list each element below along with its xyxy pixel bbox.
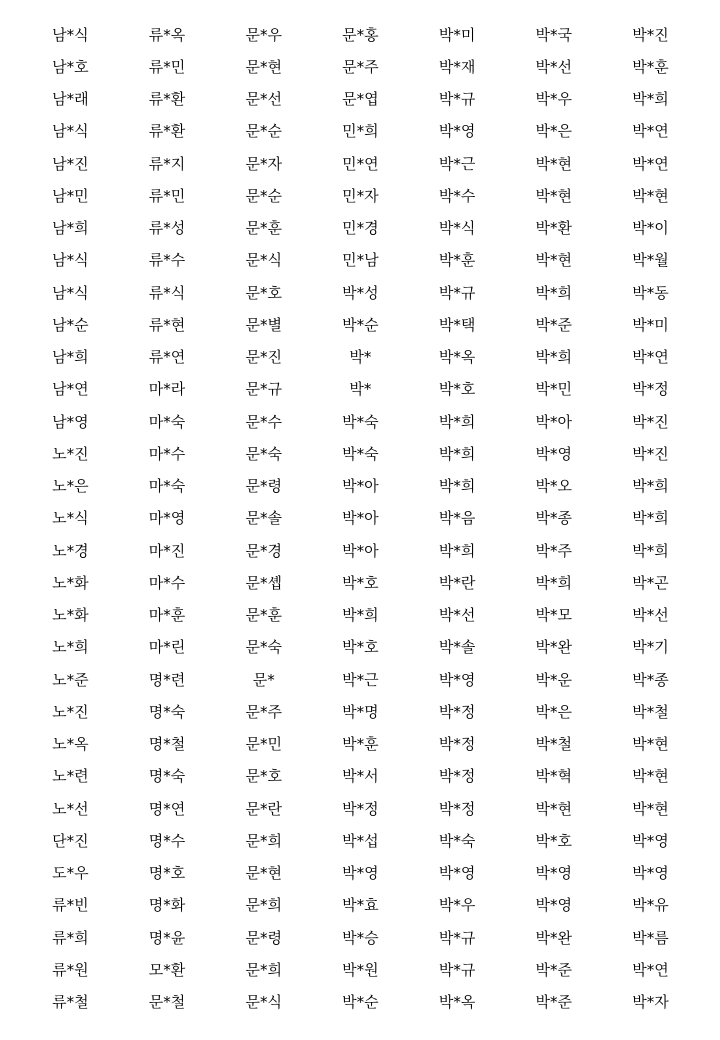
name-entry: 박*모 (535, 606, 573, 625)
name-entry: 명*철 (148, 735, 186, 754)
name-entry: 박*동 (632, 283, 669, 302)
name-entry: 박*식 (438, 219, 476, 238)
name-entry: 명*연 (148, 799, 186, 818)
name-entry: 남*식 (52, 122, 89, 141)
name-entry: 문*주 (245, 702, 282, 721)
name-entry: 박*철 (632, 702, 669, 721)
name-entry: 박*기 (632, 638, 669, 657)
name-entry: 박*희 (632, 90, 669, 109)
name-entry: 박*완 (535, 928, 573, 947)
name-entry: 민*자 (342, 186, 379, 205)
name-entry: 박*란 (438, 573, 476, 592)
name-entry: 문*희 (245, 896, 282, 915)
name-entry: 박*준 (535, 315, 573, 334)
name-entry: 마*수 (148, 444, 186, 463)
name-entry: 문*훈 (245, 606, 282, 625)
name-entry: 박* (349, 348, 372, 367)
name-entry: 박*은 (535, 122, 573, 141)
name-entry: 문*현 (245, 57, 282, 76)
name-entry: 박*진 (632, 444, 669, 463)
name-entry: 마*훈 (148, 606, 186, 625)
name-entry: 박*근 (438, 154, 476, 173)
name-entry: 박*정 (438, 799, 476, 818)
name-entry: 문*솁 (245, 573, 282, 592)
name-entry: 박*현 (632, 735, 669, 754)
name-entry: 박*호 (342, 573, 379, 592)
name-entry: 명*윤 (148, 928, 186, 947)
name-entry: 마*숙 (148, 412, 186, 431)
name-entry: 노*은 (52, 477, 89, 496)
name-entry: 마*린 (148, 638, 186, 657)
name-entry: 문*령 (245, 477, 282, 496)
name-entry: 문*우 (245, 25, 282, 44)
name-entry: 박*희 (632, 509, 669, 528)
name-entry: 마*숙 (148, 477, 186, 496)
name-entry: 류*희 (52, 928, 89, 947)
name-entry: 남*진 (52, 154, 89, 173)
name-entry: 문*란 (245, 799, 282, 818)
name-entry: 문*규 (245, 380, 282, 399)
name-entry: 명*수 (148, 831, 186, 850)
name-entry: 박*아 (342, 509, 379, 528)
name-entry: 박*수 (438, 186, 476, 205)
name-entry: 마*진 (148, 541, 186, 560)
name-entry: 남*호 (52, 57, 89, 76)
name-entry: 박*현 (632, 767, 669, 786)
name-entry: 박*옥 (438, 993, 476, 1012)
name-entry: 박*현 (535, 186, 573, 205)
name-entry: 박*진 (632, 412, 669, 431)
name-entry: 문*철 (148, 993, 186, 1012)
name-entry: 문*숙 (245, 638, 282, 657)
name-entry: 박*효 (342, 896, 379, 915)
name-entry: 박*현 (535, 251, 573, 270)
name-entry: 박*규 (438, 90, 476, 109)
name-entry: 명*련 (148, 670, 186, 689)
name-entry: 박*희 (438, 412, 476, 431)
name-entry: 박*순 (342, 315, 379, 334)
name-entry: 박*옥 (438, 348, 476, 367)
name-entry: 박*영 (535, 896, 573, 915)
name-entry: 박*완 (535, 638, 573, 657)
name-entry: 박*종 (535, 509, 573, 528)
name-entry: 박*아 (342, 477, 379, 496)
name-entry: 민*남 (342, 251, 379, 270)
name-entry: 문*엽 (342, 90, 379, 109)
name-entry: 박*택 (438, 315, 476, 334)
name-entry: 박*현 (535, 799, 573, 818)
name-entry: 류*지 (148, 154, 186, 173)
name-entry: 박*국 (535, 25, 573, 44)
name-entry: 문*호 (245, 767, 282, 786)
name-entry: 문*령 (245, 928, 282, 947)
name-list-grid (22, 19, 699, 1019)
name-entry: 노*경 (52, 541, 89, 560)
name-entry: 류*연 (148, 348, 186, 367)
name-entry: 박*혁 (535, 767, 573, 786)
name-entry: 명*호 (148, 864, 186, 883)
name-entry: 박*선 (632, 606, 669, 625)
name-entry: 박*승 (342, 928, 379, 947)
name-entry: 박*영 (438, 122, 476, 141)
name-entry: 남*식 (52, 25, 89, 44)
name-entry: 박*준 (535, 993, 573, 1012)
name-entry: 박*정 (438, 767, 476, 786)
name-entry: 마*영 (148, 509, 186, 528)
name-entry: 박*선 (438, 606, 476, 625)
name-entry: 박*운 (535, 670, 573, 689)
name-entry: 류*민 (148, 57, 186, 76)
name-entry: 박*희 (438, 541, 476, 560)
name-entry: 박*성 (342, 283, 379, 302)
name-entry: 노*준 (52, 670, 89, 689)
name-entry: 박*선 (535, 57, 573, 76)
name-entry: 문* (252, 670, 275, 689)
name-entry: 노*식 (52, 509, 89, 528)
name-entry: 민*경 (342, 219, 379, 238)
name-entry: 박*아 (342, 541, 379, 560)
name-entry: 박*월 (632, 251, 669, 270)
name-entry: 노*화 (52, 606, 89, 625)
name-entry: 문*자 (245, 154, 282, 173)
name-entry: 류*현 (148, 315, 186, 334)
name-entry: 문*홍 (342, 25, 379, 44)
name-entry: 박*영 (535, 864, 573, 883)
name-entry: 박*숙 (342, 444, 379, 463)
name-entry: 박*희 (535, 283, 573, 302)
name-entry: 박*희 (438, 477, 476, 496)
name-entry: 박*현 (632, 186, 669, 205)
name-entry: 류*민 (148, 186, 186, 205)
name-entry: 박*아 (535, 412, 573, 431)
name-entry: 명*숙 (148, 767, 186, 786)
name-entry: 박*현 (632, 799, 669, 818)
name-entry: 박*영 (438, 864, 476, 883)
name-entry: 류*환 (148, 122, 186, 141)
name-entry: 류*성 (148, 219, 186, 238)
name-entry: 문*희 (245, 960, 282, 979)
name-entry: 박*희 (438, 444, 476, 463)
name-entry: 박*호 (342, 638, 379, 657)
name-entry: 박*훈 (632, 57, 669, 76)
name-entry: 남*영 (52, 412, 89, 431)
name-entry: 박*이 (632, 219, 669, 238)
name-entry: 마*라 (148, 380, 186, 399)
name-entry: 박*영 (632, 831, 669, 850)
name-entry: 남*순 (52, 315, 89, 334)
name-entry: 박*음 (438, 509, 476, 528)
name-entry: 남*희 (52, 219, 89, 238)
name-entry: 박*영 (535, 444, 573, 463)
name-entry: 류*철 (52, 993, 89, 1012)
name-entry: 박*솔 (438, 638, 476, 657)
name-entry: 류*식 (148, 283, 186, 302)
name-entry: 민*희 (342, 122, 379, 141)
name-entry: 단*진 (52, 831, 89, 850)
name-entry: 박*정 (438, 735, 476, 754)
name-entry: 박*우 (535, 90, 573, 109)
name-entry: 문*진 (245, 348, 282, 367)
name-entry: 남*연 (52, 380, 89, 399)
name-entry: 노*련 (52, 767, 89, 786)
name-entry: 박*영 (632, 864, 669, 883)
name-entry: 박*호 (535, 831, 573, 850)
name-entry: 박*미 (632, 315, 669, 334)
name-entry: 박*명 (342, 702, 379, 721)
name-entry: 박*현 (535, 154, 573, 173)
name-entry: 문*희 (245, 831, 282, 850)
name-entry: 박*연 (632, 122, 669, 141)
name-entry: 명*숙 (148, 702, 186, 721)
name-entry: 남*민 (52, 186, 89, 205)
name-entry: 박*주 (535, 541, 573, 560)
name-entry: 박*연 (632, 154, 669, 173)
name-entry: 박*철 (535, 735, 573, 754)
name-entry: 명*화 (148, 896, 186, 915)
name-entry: 남*래 (52, 90, 89, 109)
name-entry: 박*희 (632, 477, 669, 496)
name-entry: 박*희 (632, 541, 669, 560)
name-entry: 문*숙 (245, 444, 282, 463)
name-entry: 박*정 (438, 702, 476, 721)
name-entry: 문*식 (245, 251, 282, 270)
name-entry: 문*현 (245, 864, 282, 883)
name-entry: 문*별 (245, 315, 282, 334)
name-entry: 류*수 (148, 251, 186, 270)
name-entry: 문*주 (342, 57, 379, 76)
name-entry: 노*진 (52, 444, 89, 463)
name-entry: 박* (349, 380, 372, 399)
name-entry: 박*훈 (438, 251, 476, 270)
name-entry: 류*원 (52, 960, 89, 979)
name-entry: 남*희 (52, 348, 89, 367)
name-entry: 박*연 (632, 348, 669, 367)
name-entry: 박*희 (342, 606, 379, 625)
name-entry: 민*연 (342, 154, 379, 173)
name-entry: 박*규 (438, 960, 476, 979)
name-entry: 박*름 (632, 928, 669, 947)
name-entry: 노*선 (52, 799, 89, 818)
name-entry: 문*선 (245, 90, 282, 109)
name-entry: 박*자 (632, 993, 669, 1012)
name-entry: 박*유 (632, 896, 669, 915)
name-entry: 문*민 (245, 735, 282, 754)
name-entry: 박*종 (632, 670, 669, 689)
name-entry: 박*훈 (342, 735, 379, 754)
name-entry: 마*수 (148, 573, 186, 592)
name-entry: 박*서 (342, 767, 379, 786)
name-entry: 박*곤 (632, 573, 669, 592)
name-entry: 문*경 (245, 541, 282, 560)
name-entry: 박*숙 (342, 412, 379, 431)
name-entry: 박*원 (342, 960, 379, 979)
name-entry: 박*미 (438, 25, 476, 44)
name-entry: 문*순 (245, 122, 282, 141)
name-entry: 박*준 (535, 960, 573, 979)
name-entry: 류*옥 (148, 25, 186, 44)
name-entry: 박*근 (342, 670, 379, 689)
name-entry: 류*빈 (52, 896, 89, 915)
name-entry: 박*민 (535, 380, 573, 399)
name-entry: 문*순 (245, 186, 282, 205)
name-entry: 박*영 (342, 864, 379, 883)
name-entry: 박*섭 (342, 831, 379, 850)
name-entry: 박*오 (535, 477, 573, 496)
name-entry: 노*화 (52, 573, 89, 592)
name-entry: 노*진 (52, 702, 89, 721)
name-entry: 박*우 (438, 896, 476, 915)
name-entry: 박*영 (438, 670, 476, 689)
name-entry: 노*희 (52, 638, 89, 657)
name-entry: 박*호 (438, 380, 476, 399)
name-entry: 박*환 (535, 219, 573, 238)
name-entry: 류*환 (148, 90, 186, 109)
name-entry: 박*희 (535, 348, 573, 367)
name-entry: 문*솔 (245, 509, 282, 528)
name-entry: 남*식 (52, 251, 89, 270)
name-entry: 박*희 (535, 573, 573, 592)
name-entry: 남*식 (52, 283, 89, 302)
name-entry: 문*수 (245, 412, 282, 431)
name-entry: 문*식 (245, 993, 282, 1012)
name-entry: 박*규 (438, 928, 476, 947)
name-entry: 모*환 (148, 960, 186, 979)
name-entry: 노*옥 (52, 735, 89, 754)
name-entry: 박*정 (632, 380, 669, 399)
name-entry: 박*연 (632, 960, 669, 979)
name-entry: 박*순 (342, 993, 379, 1012)
name-entry: 박*규 (438, 283, 476, 302)
name-entry: 도*우 (52, 864, 89, 883)
name-entry: 문*호 (245, 283, 282, 302)
name-entry: 문*훈 (245, 219, 282, 238)
name-entry: 박*진 (632, 25, 669, 44)
name-entry: 박*숙 (438, 831, 476, 850)
name-entry: 박*재 (438, 57, 476, 76)
name-entry: 박*은 (535, 702, 573, 721)
name-entry: 박*정 (342, 799, 379, 818)
